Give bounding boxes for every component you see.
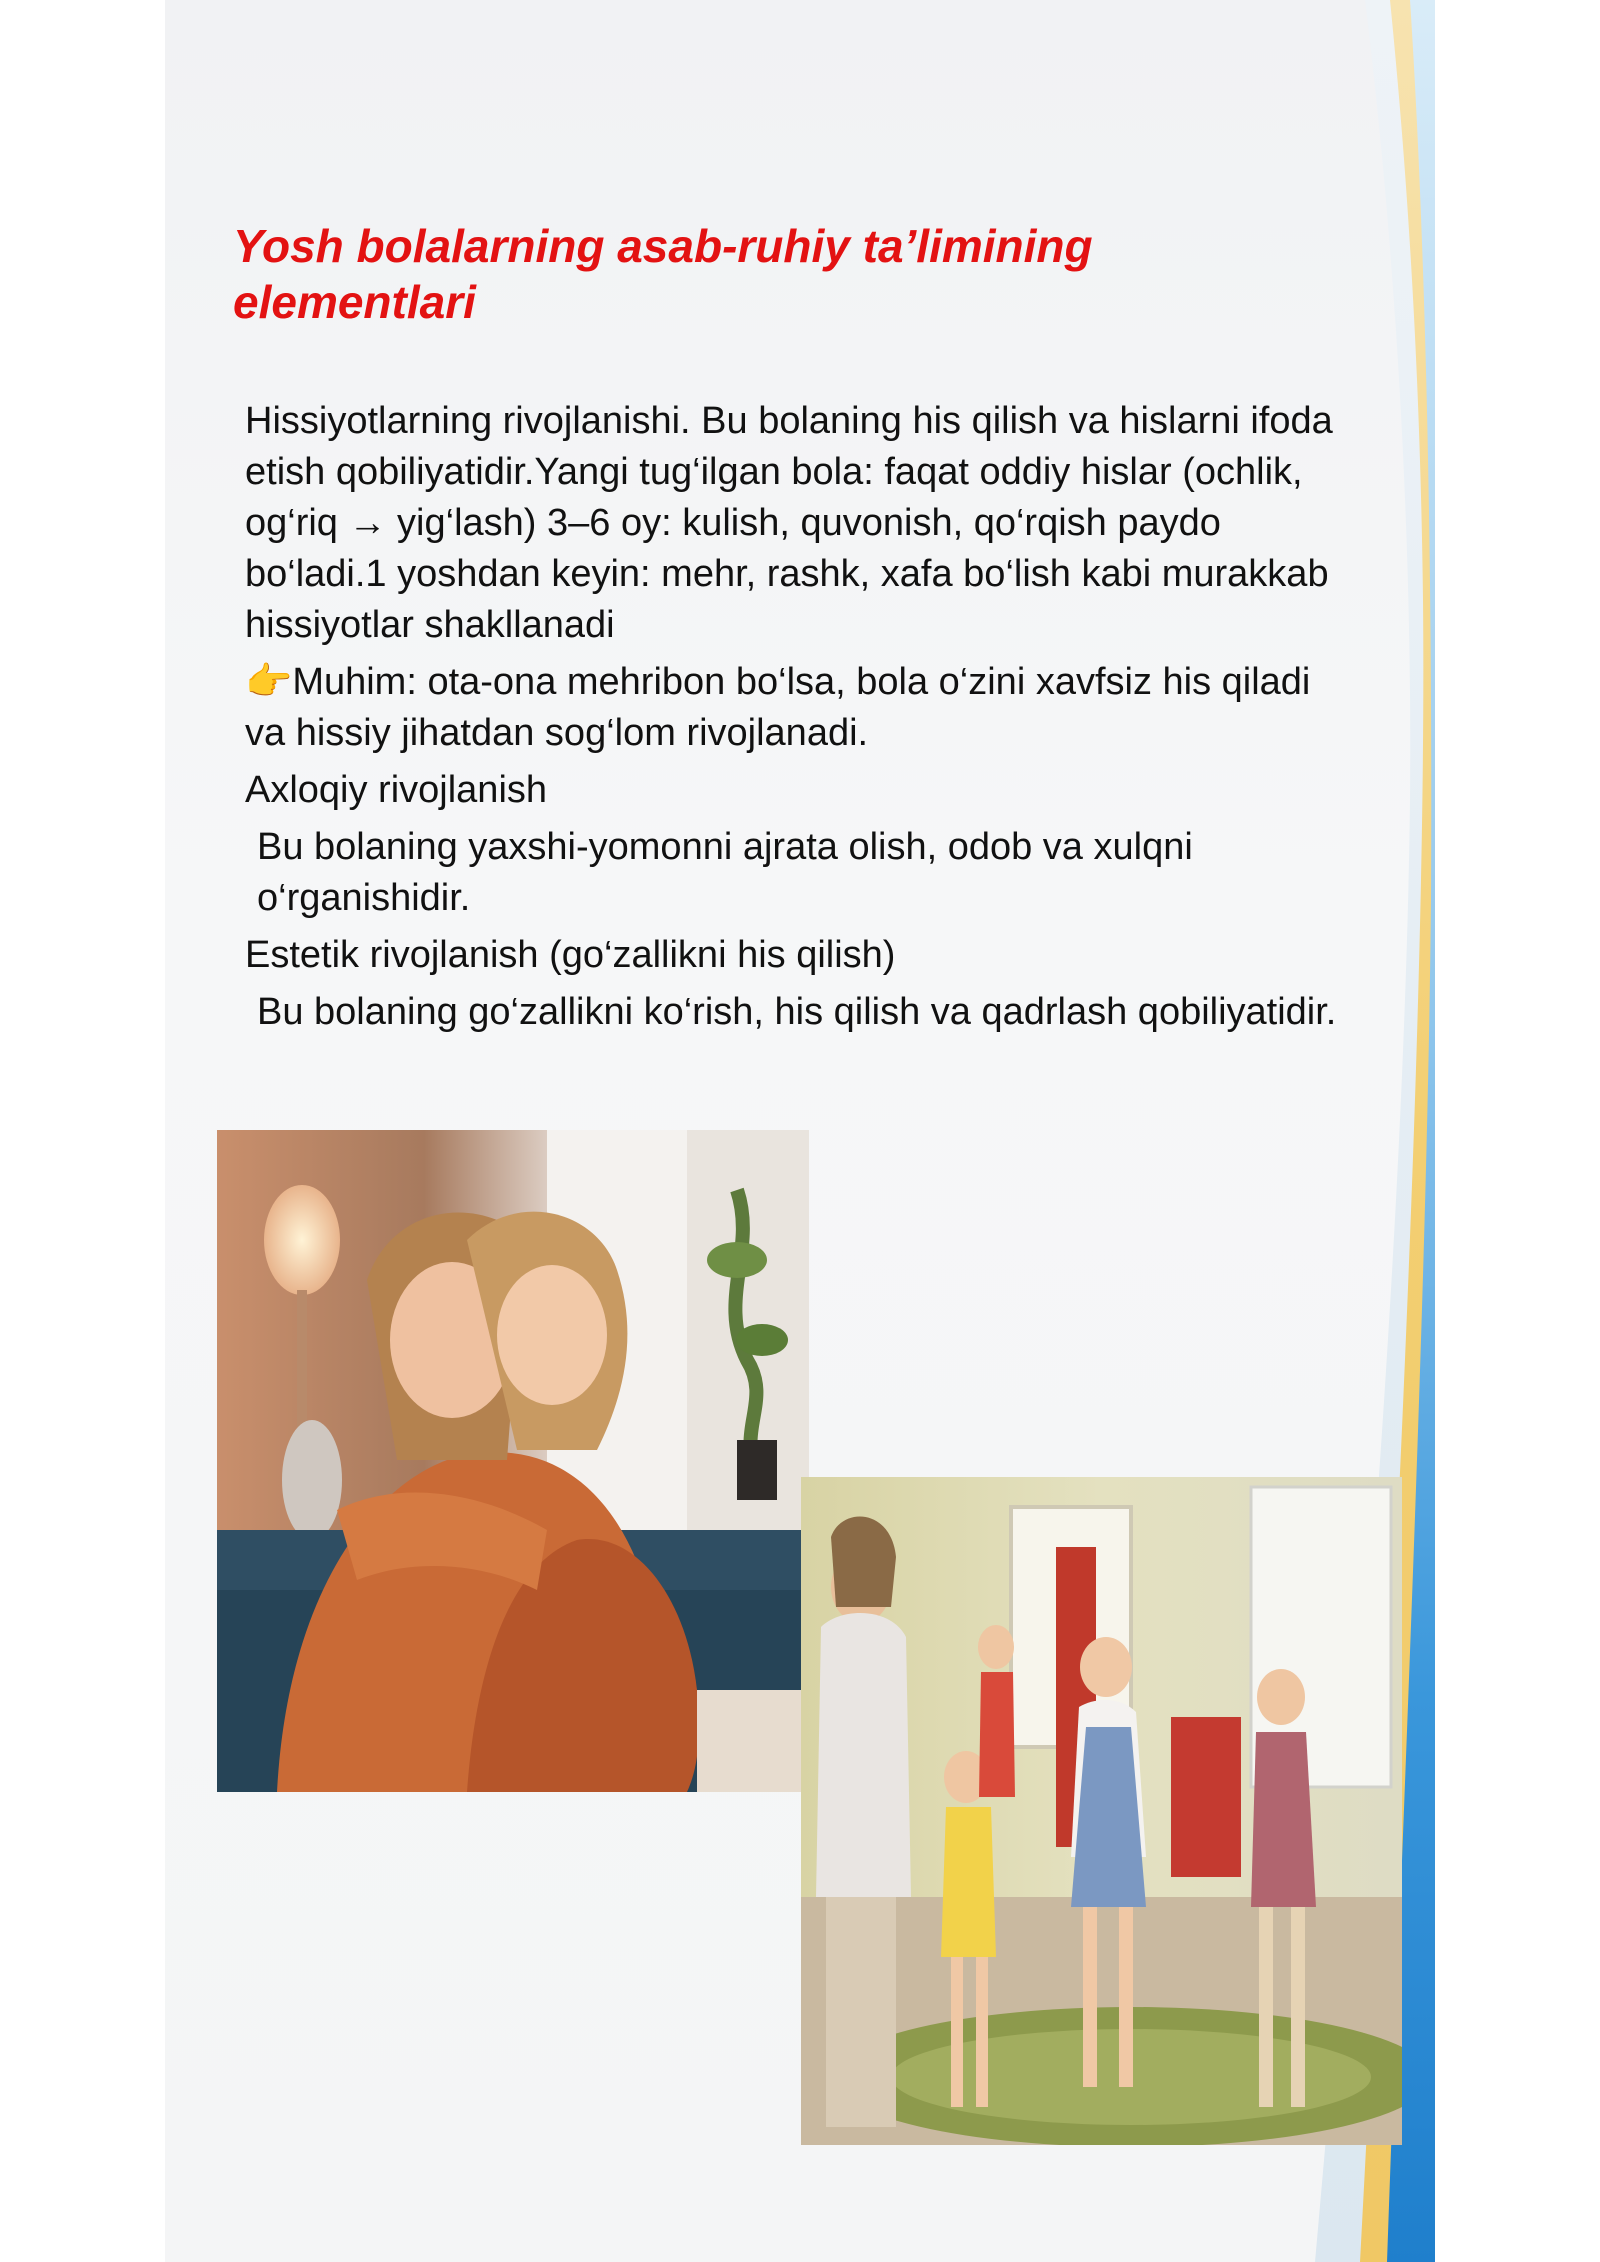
paragraph-moral-development: Bu bolaning yaxshi-yomonni ajrata olish, odob va xulqni o‘rganishidir. [257,826,1193,919]
children-dancing-classroom-photo [801,1477,1402,2145]
paragraph-emotions: Hissiyotlarning rivojlanishi. Bu bolaning his qilish va hislarni ifoda etish qobiliyatidir.Yangi tug‘ilgan bola: faqat oddiy hislar (ochlik, og‘riq → yig‘lash) 3–6 oy: kulish, quvonish, qo‘rqish paydo bo‘ladi.1 yoshdan keyin: mehr, rashk, xafa bo‘lish kabi murakkab hissiyotlar shakllanadi [245,400,1333,646]
document-page [165,0,1435,2262]
paragraph-aesthetic-development: Bu bolaning go‘zallikni ko‘rish, his qilish va qadrlash qobiliyatidir. [257,991,1337,1033]
heading-moral-development: Axloqiy rivojlanish [245,769,548,811]
page-title: Yosh bolalarning asab-ruhiy ta’limining elementlari [233,220,1093,328]
mother-daughter-hug-photo [217,1130,809,1792]
heading-aesthetic-development: Estetik rivojlanish (go‘zallikni his qilish) [245,934,896,976]
paragraph-important-note: 👉Muhim: ota-ona mehribon bo‘lsa, bola o‘zini xavfsiz his qiladi va hissiy jihatdan sog‘lom rivojlanadi. [245,661,1311,754]
body-text [245,396,1345,1038]
